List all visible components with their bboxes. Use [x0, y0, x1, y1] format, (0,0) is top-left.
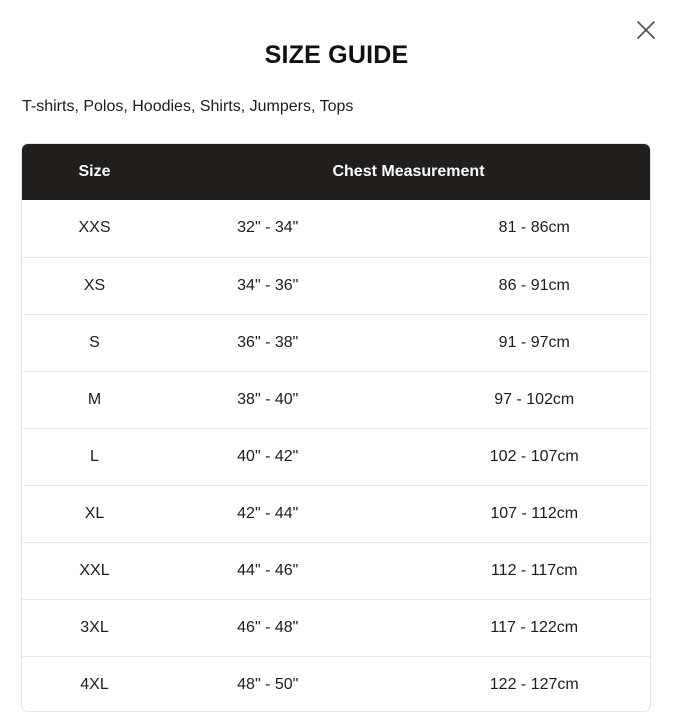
size-table-container — [21, 143, 651, 712]
chest-cm-cell: 86 - 91cm — [409, 257, 651, 314]
chest-cm-cell: 97 - 102cm — [409, 371, 651, 428]
size-cell: XS — [22, 257, 167, 314]
chest-inches-cell: 42" - 44" — [167, 485, 409, 542]
chest-inches-cell: 38" - 40" — [167, 371, 409, 428]
chest-cm-cell: 112 - 117cm — [409, 542, 651, 599]
size-cell: 3XL — [22, 599, 167, 656]
table-row — [22, 314, 650, 371]
header-chest-measurement: Chest Measurement — [332, 163, 485, 180]
size-cell: L — [22, 428, 167, 485]
chest-inches-cell: 34" - 36" — [167, 257, 409, 314]
size-table — [22, 144, 650, 712]
chest-inches-cell: 44" - 46" — [167, 542, 409, 599]
chest-cm-cell: 107 - 112cm — [409, 485, 651, 542]
size-cell: 4XL — [22, 656, 167, 712]
size-cell: XXL — [22, 542, 167, 599]
chest-inches-cell: 32" - 34" — [237, 219, 299, 237]
table-row — [22, 542, 650, 599]
chest-inches-cell: 46" - 48" — [167, 599, 409, 656]
chest-cm-cell: 122 - 127cm — [409, 656, 651, 712]
table-row — [22, 485, 650, 542]
chest-cm-cell: 81 - 86cm — [498, 219, 570, 237]
size-cell: XL — [22, 485, 167, 542]
table-row — [22, 200, 650, 257]
modal-title: SIZE GUIDE — [264, 41, 409, 69]
table-row — [22, 656, 650, 712]
chest-inches-cell: 40" - 42" — [167, 428, 409, 485]
table-row — [22, 371, 650, 428]
chest-cm-cell: 117 - 122cm — [409, 599, 651, 656]
table-row — [22, 599, 650, 656]
size-cell: M — [22, 371, 167, 428]
close-icon — [636, 20, 656, 40]
size-cell: S — [22, 314, 167, 371]
table-row — [22, 428, 650, 485]
category-subtitle: T-shirts, Polos, Hoodies, Shirts, Jumpers, Tops — [22, 98, 354, 115]
chest-inches-cell: 36" - 38" — [167, 314, 409, 371]
header-size: Size — [78, 163, 111, 180]
chest-cm-cell: 91 - 97cm — [409, 314, 651, 371]
size-cell: XXS — [78, 219, 111, 237]
table-row — [22, 257, 650, 314]
table-header-row — [22, 144, 650, 200]
chest-cm-cell: 102 - 107cm — [409, 428, 651, 485]
chest-inches-cell: 48" - 50" — [167, 656, 409, 712]
